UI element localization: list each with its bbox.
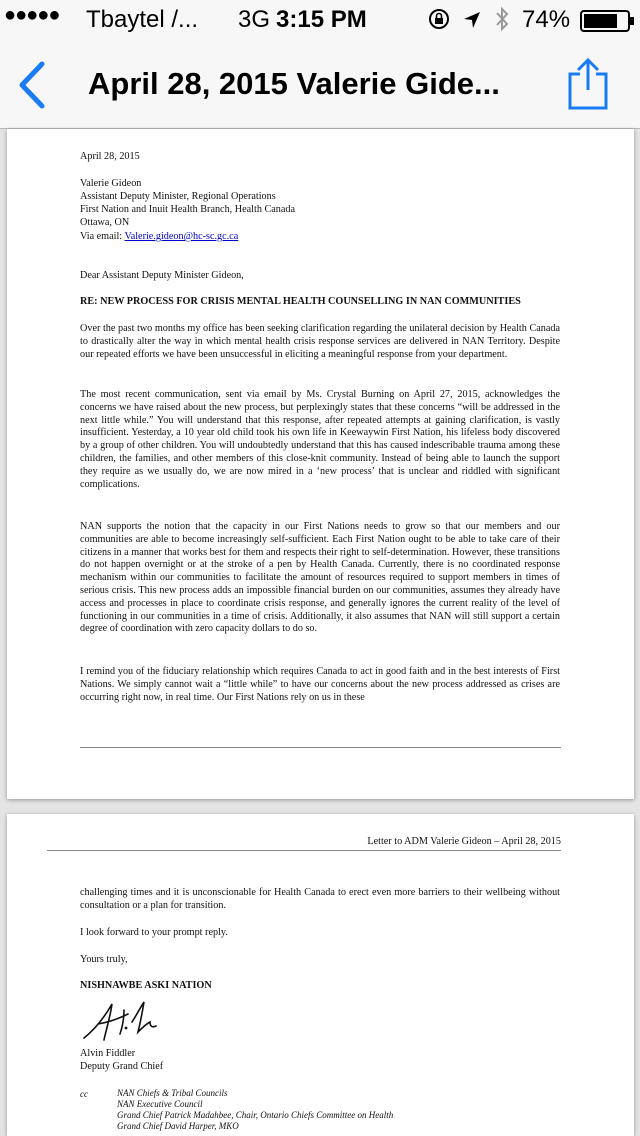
recipient-name: Valerie Gideon (80, 178, 142, 189)
carrier-name: Tbaytel /... (86, 6, 199, 33)
signature-image (80, 994, 170, 1046)
salutation: Dear Assistant Deputy Minister Gideon, (80, 270, 244, 281)
paragraph-3: NAN supports the notion that the capacity in our First Nations needs to grow so that our members and our communities are able to become increasingly self-sufficient. Each First Nation ought to be able to take care of their citizens in a manner that works best for them and respects their right to self-determination. However, these transitions do not happen overnight or at the stroke of a pen by Health Canada. Currently, there is no coordinated response mechanism within our communities to facilitate the amount of resources required to support members in times of serious crisis. This new process adds an impossible financial burden on our communities, assumes they already have access and processes in place to coordinate crisis response, and generally ignores the current reality of the level of functioning in our communities in a time of crisis. Additionally, it also assumes that NAN will still support a certain degree of coordination with zero capacity dollars to do so. (80, 521, 560, 635)
network-type: 3G (238, 6, 271, 33)
page-footer-divider (80, 747, 561, 748)
page-header-divider (47, 850, 561, 851)
cc-item: Grand Chief David Harper, MKO (117, 1121, 239, 1131)
clock-time: 3:15 PM (276, 6, 367, 33)
chevron-left-icon (12, 60, 52, 110)
battery-icon (580, 10, 636, 39)
signal-strength-icon: ●●●●● (4, 4, 60, 26)
paragraph-2: The most recent communication, sent via email by Ms. Crystal Burning on April 27, 2015, acknowledges the concerns we have raised about the new process, but perplexingly states that these concerns “will be addressed in the next little while.” You will understand that this response, after repeated attempts at gaining clarification, is vastly insufficient. Yesterday, a 10 year old child took his own life in Keewaywin First Nation, his lifeless body discovered by a group of other children. You will undoubtedly understand that this has caused indescribable trauma among these children, the families, and other members of this close-knit community. Instead of being able to launch the support they require as we usually do, we are now mired in a ‘new process’ that is unclear and riddled with significant complications. (80, 389, 560, 490)
signer-title: Deputy Grand Chief (80, 1061, 164, 1072)
organization-name: NISHNAWBE ASKI NATION (80, 980, 212, 991)
document-title: April 28, 2015 Valerie Gide... (88, 66, 500, 101)
paragraph-4: I remind you of the fiduciary relationship which requires Canada to act in good faith and in the best interests of First Nations. We simply cannot wait a “little while” to have our concerns about the new process addressed as crises are occurring right now, in real time. Our First Nations rely on us in these (80, 666, 560, 703)
email-link[interactable]: Valerie.gideon@hc-sc.gc.ca (124, 231, 239, 242)
recipient-title: Assistant Deputy Minister, Regional Operations (80, 191, 276, 202)
status-bar (0, 0, 640, 40)
rotation-lock-icon (428, 8, 450, 37)
share-icon (564, 56, 612, 112)
battery-percent: 74% (522, 6, 571, 33)
cc-label: cc (80, 1089, 88, 1099)
document-page-2[interactable] (7, 814, 634, 1136)
location-arrow-icon (462, 9, 482, 37)
recipient-email-line (80, 231, 238, 244)
sign-off: Yours truly, (80, 954, 128, 965)
navigation-bar (0, 40, 640, 129)
recipient-branch: First Nation and Inuit Health Branch, Health Canada (80, 204, 296, 215)
letter-date: April 28, 2015 (80, 151, 140, 162)
cc-item: Grand Chief Patrick Madahbee, Chair, Ontario Chiefs Committee on Health (117, 1110, 394, 1120)
email-prefix: Via email: (80, 231, 125, 242)
subject-line: RE: NEW PROCESS FOR CRISIS MENTAL HEALTH COUNSELLING IN NAN COMMUNITIES (80, 296, 521, 307)
share-button[interactable] (564, 56, 612, 112)
cc-item: NAN Chiefs & Tribal Councils (117, 1088, 228, 1098)
document-page-1[interactable] (7, 129, 634, 799)
paragraph-1: Over the past two months my office has been seeking clarification regarding the unilateral decision by Health Canada to drastically alter the way in which mental health crisis response services are delivered in NAN Territory. Despite our repeated efforts we have been unsuccessful in eliciting a meaningful response from your department. (80, 323, 560, 360)
continuation-paragraph: challenging times and it is unconscionable for Health Canada to erect even more barriers to their wellbeing without consultation or a plan for transition. (80, 887, 560, 911)
page-header: Letter to ADM Valerie Gideon – April 28, 2015 (367, 836, 561, 847)
closing-line: I look forward to your prompt reply. (80, 927, 228, 938)
bluetooth-icon (494, 6, 510, 39)
signer-name: Alvin Fiddler (80, 1048, 136, 1059)
back-button[interactable] (12, 60, 52, 110)
cc-item: NAN Executive Council (117, 1099, 203, 1109)
recipient-city: Ottawa, ON (80, 217, 130, 228)
